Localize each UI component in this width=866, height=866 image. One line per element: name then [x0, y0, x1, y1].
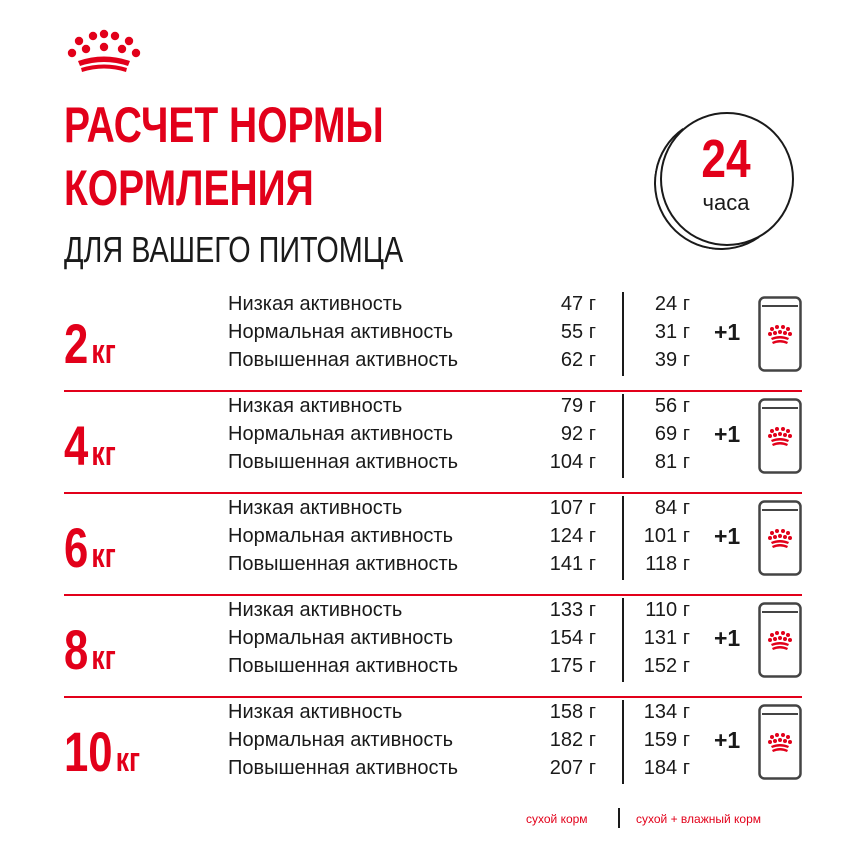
mixed-food-amount: 152 г	[643, 655, 690, 677]
dry-food-amount: 47 г	[560, 293, 596, 315]
weight-group	[0, 698, 866, 800]
mixed-food-amount: 101 г	[643, 525, 690, 547]
mixed-food-amount: 56 г	[654, 395, 690, 417]
mixed-food-amount: 31 г	[654, 321, 690, 343]
mixed-food-amount: 134 г	[643, 701, 690, 723]
mixed-food-amount: 69 г	[654, 423, 690, 445]
dry-food-amount: 79 г	[560, 395, 596, 417]
page-title-line-2: КОРМЛЕНИЯ	[64, 160, 314, 216]
weight-value: 6	[64, 516, 89, 579]
weight-unit: кг	[115, 741, 141, 779]
weight-value: 2	[64, 312, 89, 375]
dry-food-amount: 175 г	[549, 655, 596, 677]
wet-food-pouch-icon	[758, 398, 802, 474]
column-divider	[622, 394, 624, 478]
column-divider	[622, 292, 624, 376]
activity-row	[0, 346, 866, 374]
mixed-food-amount: 184 г	[643, 757, 690, 779]
dry-food-amount: 158 г	[549, 701, 596, 723]
weight-group	[0, 290, 866, 392]
activity-label: Низкая активность	[228, 599, 403, 621]
badge-unit: часа	[702, 190, 750, 215]
weight-unit: кг	[91, 435, 116, 473]
dry-food-amount: 107 г	[549, 497, 596, 519]
weight-value: 10	[64, 720, 113, 783]
badge-number: 24	[701, 129, 751, 189]
crown-logo-icon	[66, 28, 142, 74]
page-title-line-1: РАСЧЕТ НОРМЫ	[64, 97, 384, 153]
wet-food-pouch-icon	[758, 602, 802, 678]
activity-label: Низкая активность	[228, 293, 403, 315]
mixed-food-amount: 110 г	[645, 599, 690, 621]
dry-food-amount: 92 г	[560, 423, 596, 445]
activity-row	[0, 392, 866, 420]
plus-one-pouch: +1	[714, 625, 741, 651]
activity-row	[0, 550, 866, 578]
column-divider	[622, 598, 624, 682]
activity-row	[0, 290, 866, 318]
activity-label: Повышенная активность	[228, 349, 459, 371]
mixed-food-amount: 24 г	[654, 293, 690, 315]
activity-row	[0, 448, 866, 476]
page-subtitle: ДЛЯ ВАШЕГО ПИТОМЦА	[64, 229, 404, 270]
activity-label: Нормальная активность	[228, 321, 454, 343]
activity-label: Нормальная активность	[228, 729, 454, 751]
activity-label: Низкая активность	[228, 395, 403, 417]
legend-dry: сухой корм	[526, 812, 588, 826]
dry-food-amount: 207 г	[549, 757, 596, 779]
dry-food-amount: 133 г	[549, 599, 596, 621]
mixed-food-amount: 81 г	[654, 451, 690, 473]
wet-food-pouch-icon	[758, 500, 802, 576]
activity-label: Низкая активность	[228, 497, 403, 519]
column-divider	[622, 496, 624, 580]
activity-row	[0, 494, 866, 522]
column-divider	[622, 700, 624, 784]
activity-label: Нормальная активность	[228, 423, 454, 445]
activity-label: Нормальная активность	[228, 627, 454, 649]
activity-label: Повышенная активность	[228, 553, 459, 575]
activity-row	[0, 698, 866, 726]
mixed-food-amount: 39 г	[654, 349, 690, 371]
wet-food-pouch-icon	[758, 296, 802, 372]
weight-value: 8	[64, 618, 89, 681]
activity-row	[0, 596, 866, 624]
wet-food-pouch-icon	[758, 704, 802, 780]
weight-unit: кг	[91, 639, 116, 677]
activity-label: Нормальная активность	[228, 525, 454, 547]
plus-one-pouch: +1	[714, 523, 741, 549]
legend-divider	[618, 808, 620, 828]
dry-food-amount: 154 г	[549, 627, 596, 649]
plus-one-pouch: +1	[714, 421, 741, 447]
weight-unit: кг	[91, 333, 116, 371]
mixed-food-amount: 84 г	[654, 497, 690, 519]
activity-row	[0, 754, 866, 782]
activity-row	[0, 652, 866, 680]
plus-one-pouch: +1	[714, 319, 741, 345]
weight-group	[0, 494, 866, 596]
activity-label: Повышенная активность	[228, 655, 459, 677]
dry-food-amount: 182 г	[549, 729, 596, 751]
legend-mix: сухой + влажный корм	[636, 812, 761, 826]
weight-value: 4	[64, 414, 89, 477]
dry-food-amount: 104 г	[549, 451, 596, 473]
hours-badge	[654, 112, 798, 246]
activity-label: Повышенная активность	[228, 757, 459, 779]
dry-food-amount: 141 г	[549, 553, 596, 575]
activity-label: Повышенная активность	[228, 451, 459, 473]
dry-food-amount: 55 г	[560, 321, 596, 343]
plus-one-pouch: +1	[714, 727, 741, 753]
mixed-food-amount: 131 г	[643, 627, 690, 649]
dry-food-amount: 62 г	[560, 349, 596, 371]
dry-food-amount: 124 г	[549, 525, 596, 547]
weight-group	[0, 596, 866, 698]
activity-label: Низкая активность	[228, 701, 403, 723]
weight-group	[0, 392, 866, 494]
mixed-food-amount: 159 г	[643, 729, 690, 751]
weight-unit: кг	[91, 537, 116, 575]
mixed-food-amount: 118 г	[645, 553, 690, 575]
